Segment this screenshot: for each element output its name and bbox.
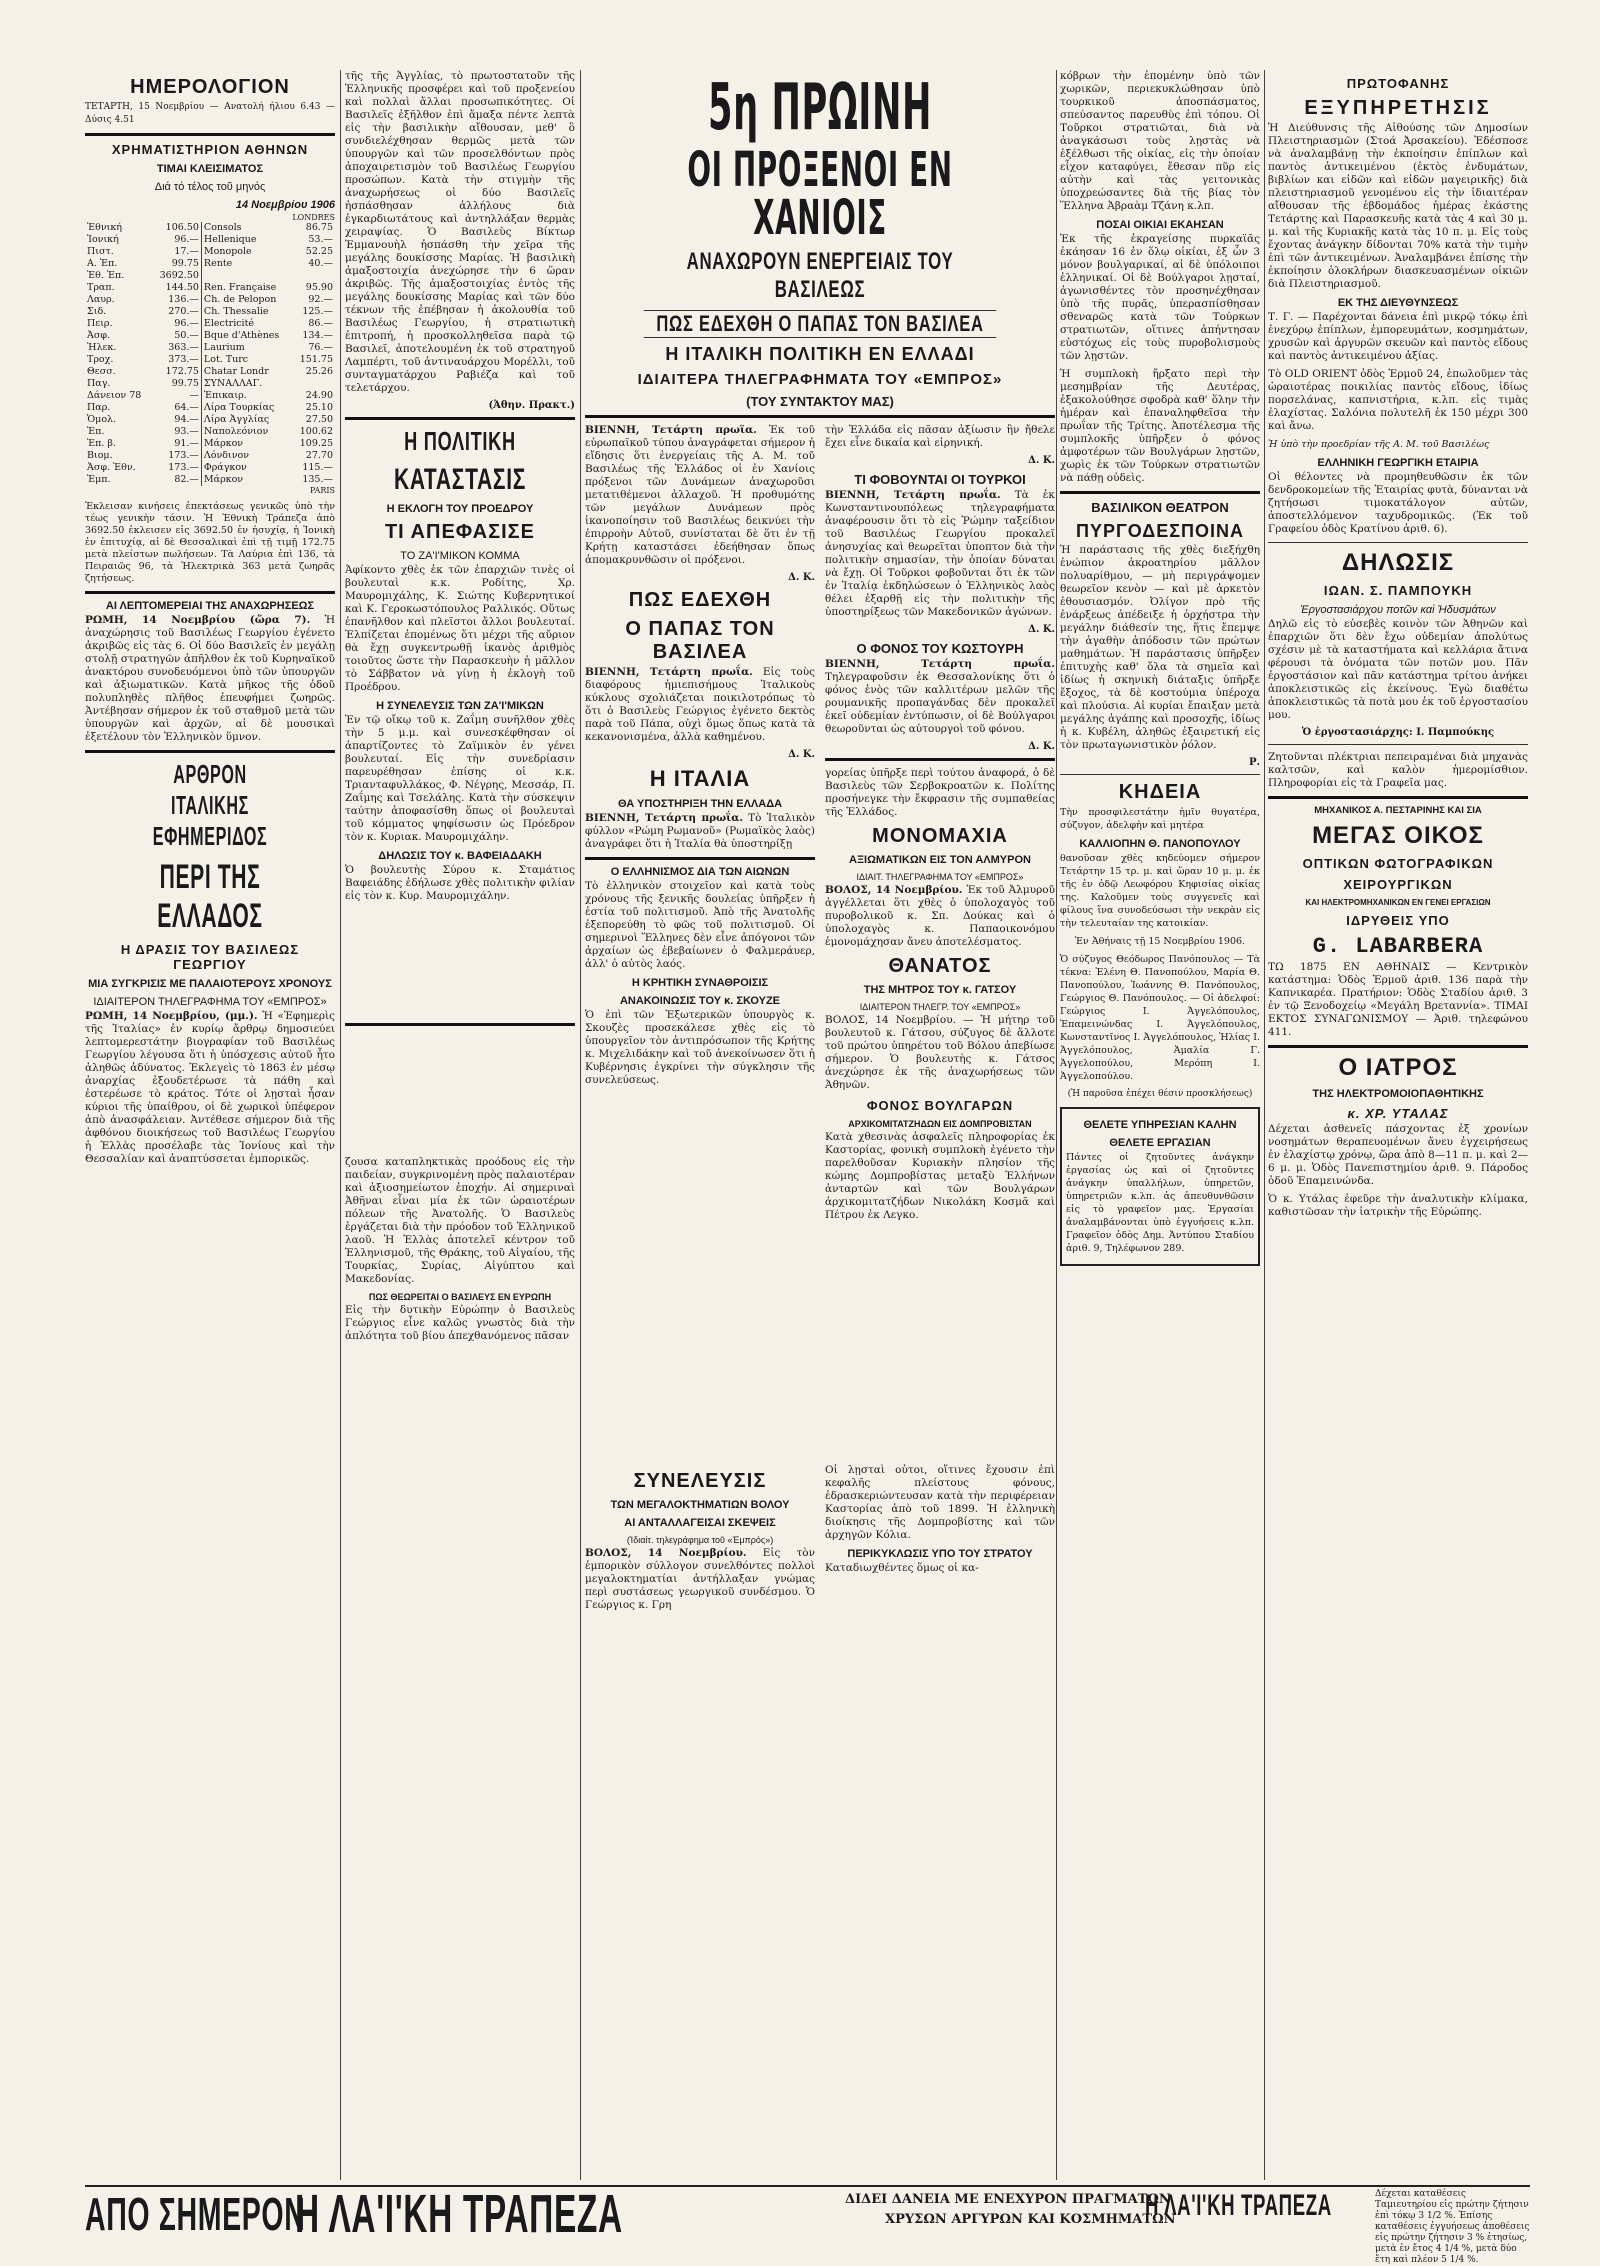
subcolumns-top <box>585 424 1055 1464</box>
table-cell: Παγ. <box>87 378 111 389</box>
dateline: ΒΟΛΟΣ, 14 Νοεμβρίου. <box>585 1547 747 1559</box>
table-cell: Ἀσφ. <box>87 330 111 341</box>
ad3-note: Ἡ ὑπὸ τὴν προεδρίαν τῆς Α. Μ. τοῦ Βασιλέως <box>1268 439 1490 450</box>
assembly-sub: ΤΩΝ ΜΕΓΑΛΟΚΤΗΜΑΤΙΩΝ ΒΟΛΟΥ <box>610 1499 790 1511</box>
funeral-place: Ἐν Ἀθήναις τῇ 15 Νοεμβρίου 1906. <box>1074 936 1246 947</box>
ad7-name: G. LABARBERA <box>1312 934 1484 959</box>
meeting-title: Η ΣΥΝΕΛΕΥΣΙΣ ΤΩΝ ΖΑ'Ι'ΜΙΚΩΝ <box>376 700 544 712</box>
meeting-text: Ἐν τῷ οἴκῳ τοῦ κ. Ζαΐμη συνῆλθον χθὲς τὴν 5 μ.μ. καὶ συνεσκέφθησαν οἱ ἀπαρτίζοντες τὸ Ζαϊμικὸν ἐν γένει βουλευταί. Εἰς τὴν συνεδρίασιν παρευρέθησαν ἐπίσης οἱ κ.κ. Τριανταφυλλάκος, Φ. Νέγρης, Μεσσάρ, Π. Ζαΐμης καὶ Τσελάλης. Κατὰ τὴν σύσκεψιν ταύτην ἀποφασίσθη ὅπως οἱ βουλευταὶ τοῦ κόμματος ψηφίσωσιν ὡς Πρόεδρον τὸν κ. Κυριακ. Μαυρομιχάλην. <box>345 714 575 843</box>
table-row <box>85 426 335 438</box>
declaration-text: Ὁ βουλευτὴς Σύρου κ. Σταμάτιος Βαφειάδης ἐδήλωσε χθὲς πολιτικὴν φιλίαν εἰς τὸν κ. Κυρ. Μαυρομιχάλην. <box>345 864 575 902</box>
edition-banner: 5η ΠΡΩΙΝΗ <box>708 71 932 145</box>
table-cell: 91.— <box>174 438 199 449</box>
article-text: Τὸ Ἰταλικὸν φύλλον «Ρώμη Ρωμανοῦ» (Ρωμαϊκὸς λαὸς) ἀναγράφει ὅτι ἡ Ἰταλία θὰ ὑποστηρίξῃ <box>585 812 815 850</box>
column-rule <box>1056 70 1057 2180</box>
table-cell: 64.— <box>174 402 199 413</box>
table-row <box>85 402 335 414</box>
table-cell: Monopole <box>201 246 292 258</box>
article-text: Ἐκ τοῦ Ἀλμυροῦ ἀγγέλλεται ὅτι χθὲς ὁ ὑπολοχαγὸς τοῦ πυροβολικοῦ κ. Σπ. Δούκας καὶ ὁ ὑπολοχαγὸς κ. Παπαοικονόμου ἐμονομάχησαν ἄνευ ἀποτελέσματος. <box>825 884 1055 948</box>
ad8-text-2: Ὁ κ. Υτάλας ἐφεῦρε τὴν ἀναλυτικὴν κλίμακα, καθιστῶσαν τὴν ἰατρικὴν τῆς Εὐρώπης. <box>1268 1193 1528 1218</box>
ad7-text: ΤΩ 1875 ΕΝ ΑΘΗΝΑΙΣ — Κεντρικὸν κατάστημα: Ὁδὸς Ἑρμοῦ ἀριθ. 136 παρὰ τὴν Καπνικαρέα. Πρατήριον: Ὁδὸς Σταδίου ἀριθ. 3 ἐν τῷ Ξενοδοχείῳ «Μεγάλη Βρεταννία». ΤΙΜΑΙ ΕΚΤΟΣ ΣΥΝΑΓΩΝΙΣΜΟΥ — Ἀριθ. τηλεφώνου 411. <box>1268 961 1528 1038</box>
assembly-sub-2: ΑΙ ΑΝΤΑΛΛΑΓΕΙΣΑΙ ΣΚΕΨΕΙΣ <box>624 1517 776 1529</box>
table-row <box>85 258 335 270</box>
bourse-date: 14 Νοεμβρίου 1906 <box>235 199 335 211</box>
table-cell: Ὁμολ. <box>87 414 117 425</box>
table-cell: Bque d'Athènes <box>201 330 292 342</box>
news-title: ΑΙ ΛΕΠΤΟΜΕΡΕΙΑΙ ΤΗΣ ΑΝΑΧΩΡΗΣΕΩΣ <box>105 600 315 612</box>
table-cell: 99.75 <box>171 378 199 389</box>
divider <box>1268 542 1528 543</box>
table-cell: Φράγκον <box>201 462 292 474</box>
theatre-title: ΒΑΣΙΛΙΚΟΝ ΘΕΑΤΡΟΝ <box>1091 500 1229 515</box>
bottom-ad-line-2: ΧΡΥΣΩΝ ΑΡΓΥΡΩΝ ΚΑΙ ΚΟΣΜΗΜΑΤΩΝ <box>885 2212 1176 2227</box>
table-cell: 50.— <box>174 330 199 341</box>
signature: Δ. Κ. <box>1028 455 1055 466</box>
almanac-title: ΗΜΕΡΟΛΟΓΙΟΝ <box>130 76 290 98</box>
table-cell: Ἐπ. <box>87 426 105 437</box>
table-cell: 25.26 <box>305 366 333 377</box>
article-text: κόβρων τὴν ἐπομένην ὑπὸ τῶν χωρικῶν, περιεκυκλώθησαν ὑπὸ τουρκικοῦ ἀποσπάσματος, σπεύσαντος παρευθὺς ἐπὶ τόπου. Οἱ Τοῦρκοι στρατιῶται, διὰ νὰ ἀναγκάσωσι τοὺς λῃστὰς νὰ ἐξέλθωσι τῆς οἰκίας, εἰς τὴν ὁποίαν εἶχον καταφύγει, ἔθεσαν πῦρ εἰς αὐτὴν καὶ τὰς γειτονικὰς ὑποχρεώσαντες διὰ τῆς βίας τὸν Ἕλληνα Ἀβραὰμ Τζάνη κ.λπ. <box>1060 70 1260 212</box>
table-cell: 136.— <box>168 294 199 305</box>
table-row <box>85 294 335 306</box>
market-table <box>85 222 335 486</box>
table-cell: 94.— <box>174 414 199 425</box>
bottom-ad-bank-name-2: Η ΛΑ'Ι'ΚΗ ΤΡΑΠΕΖΑ <box>1145 2189 1332 2222</box>
table-row <box>85 450 335 462</box>
table-cell: Λόνδινον <box>201 450 292 462</box>
army-text: Καταδιωχθέντες ὅμως οἱ κα- <box>825 1562 979 1574</box>
table-cell: Δάνειον 78 <box>87 390 142 401</box>
crete-text: Ὁ ἐπὶ τῶν Ἐξωτερικῶν ὑπουργὸς κ. Σκουζὲς προσεκάλεσε χθὲς εἰς τὸ ὑπουργεῖον τὸν ἀντιπρόσωπον τῆς Κρήτης κ. Μιχελιδάκην καὶ τοῦ ἀνεκοίνωσεν ὅτι ἡ Κυβέρνησις ἐγκρίνει τὴν σύγκλησιν τῆς συνελεύσεως. <box>585 1009 815 1086</box>
ad8-sub: ΤΗΣ ΗΛΕΚΤΡΟΜΟΙΟΠΑΘΗΤΙΚΗΣ <box>1312 1088 1484 1100</box>
table-cell: Θεσσ. <box>87 366 116 377</box>
europe-title: ΠΩΣ ΘΕΩΡΕΙΤΑΙ Ο ΒΑΣΙΛΕΥΣ ΕΝ ΕΥΡΩΠΗ <box>368 1292 552 1302</box>
dateline: ΒΟΛΟΣ, 14 Νοεμβρίου. <box>825 884 963 896</box>
signature: Δ. Κ. <box>788 572 815 583</box>
divider <box>1268 744 1528 745</box>
bourse-title: ΧΡΗΜΑΤΙΣΤΗΡΙΟΝ ΑΘΗΝΩΝ <box>111 142 309 157</box>
article-text: Ἐκ τοῦ εὐρωπαϊκοῦ τύπου ἀναγράφεται σήμερον ἡ εἴδησις ὅτι ἐνεργείαις τῆς Α. Μ. τοῦ Βασιλέως τῆς Ἑλλάδος οἱ ἐν Χανίοις πρόξενοι τῶν Δυνάμεων ἀναχωροῦσι μετατιθέμενοι ἀλλαχοῦ. Ἡ προθυμότης τῶν μεγάλων Δυνάμεων πρὸς ἱκανοποίησιν τοῦ Βασιλέως δεικνύει τὴν ἐπιρροὴν Αὐτοῦ, συνίσταται δὲ ὅτι ἐν τῇ Κρήτῃ καταστάσει ἐδεήθησαν ὅπως ἀπομακρυνθῶσιν οἱ πρόξενοι. <box>585 424 815 566</box>
column-2 <box>345 70 575 2185</box>
murder2-sub: ΑΡΧΙΚΟΜΙΤΑΤΖΗΔΩΝ ΕΙΣ ΔΟΜΠΡΟΒΙΣΤΑΝ <box>848 1119 1032 1129</box>
article-text: τὴν Ἑλλάδα εἰς πᾶσαν ἀξίωσιν ἣν ἤθελε ἔχει εἶνε δικαία καὶ εἰρηνική. <box>825 424 1055 449</box>
table-cell: Σιδ. <box>87 306 107 317</box>
ad3-text: Τὸ OLD ORIENT ὁδὸς Ἑρμοῦ 24, ἐπωλοῦμεν τὰς ὡραιοτέρας ποικιλίας παντὸς εἴδους, ἰδίως πορσελάνας, καπνιστήρια, κ.λπ. εἰς τιμὰς ἐλαχίστας. Σαλόνια πολυτελῆ ἐκ 150 μέχρι 300 καὶ ἄνω. <box>1268 368 1528 432</box>
table-cell: 109.25 <box>299 438 333 449</box>
politics-sub-2: ΤΙ ΑΠΕΦΑΣΙΣΕ <box>384 521 536 543</box>
ad5-title: ΔΗΛΩΣΙΣ <box>1341 549 1455 576</box>
divider <box>85 133 335 136</box>
article-text: τῆς τῆς Ἀγγλίας, τὸ πρωτοστατοῦν τῆς Ἑλληνικῆς προσφέρει καὶ τοῦ προξενείου καὶ πολλαὶ ἄλλαι προσωπικότητες. Οἱ Βασιλεῖς ἐξῆλθον ἐπὶ ἅμαξα πέντε λεπτὰ εἰς τὴν βασιλικὴν αἴθουσαν, μεθ' ὃ συνδιελέχθησαν θερμῶς μετὰ τῶν ὑπουργῶν καὶ τῶν προσελθόντων πρὸς ἀποχαιρετισμὸν τοῦ Βασιλέως Γεωργίου προσώπων. Κατὰ τὴν στιγμὴν τῆς ἀναχωρήσεως οἱ δύο Βασιλεῖς ἠσπάσθησαν ἀλλήλους διὰ ἐγκαρδιωτάτους καὶ ἀντηλλάξαν θερμὰς χειραψίας. Ὁ Βασιλεὺς Βίκτωρ Ἐμμανουὴλ ἠσπάσθη τὴν χεῖρα τῆς μεγάλης δουκίσσης Μαρίας. Ἡ βασιλικὴ ἀμαξοστοιχία ἀνεχώρησε τὴν 6 ὥραν ἀκριβῶς. Τῆς ἀμαξοστοιχίας ἐντὸς τῆς μεγάλης δουκίσσης Μαρίας καὶ τῶν δύο τέκνων τῆς ἐπέβησαν ἡ ἀκολουθία τοῦ Βασιλέως Γεωργίου, ἡ στρατιωτικὴ ἐπιτροπή, ἡ προσκολληθεῖσα παρὰ τῷ Βασιλεῖ, ἀποτελουμένη ἐκ τοῦ στρατηγοῦ Λαμπέρτι, τοῦ ἀντιναυάρχου Μορέλλι, τοῦ συνταγματάρχου Ραβιέζα καὶ τοῦ τελετάρχου. <box>345 70 575 394</box>
italy-title-2: ΘΑ ΥΠΟΣΤΗΡΙΞΗ ΤΗΝ ΕΛΛΑΔΑ <box>617 798 783 810</box>
ad8-text: Δέχεται ἀσθενεῖς πάσχοντας ἐξ χρονίων νοσημάτων θεραπευομένων ἄνευ ἐγχειρήσεως ἐν ἑλαχίστῳ χρόνῳ, ὥρα ἀπὸ 8—11 π. μ. καὶ 2—6 μ. μ. Ὁδὸς Πανεπιστημίου ἀριθ. 9. Πάροδος ὁδοῦ Ἐπαμεινώνδα. <box>1268 1123 1528 1187</box>
death-sub: ΤΗΣ ΜΗΤΡΟΣ ΤΟΥ κ. ΓΑΤΣΟΥ <box>863 984 1017 996</box>
funeral-family: Ὁ σύζυγος Θεόδωρος Πανόπουλος — Τὰ τέκνα: Ἑλένη Θ. Πανοπούλου, Μαρία Θ. Πανοπούλου, Ἰωάννης Θ. Πανόπουλος, Γεώργιος Θ. Πανόπουλος. — Οἱ ἀδελφοί: Γεώργιος Ι. Ἀγγελόπουλος, Ἐπαμεινώνδας Ι. Ἀγγελόπουλος, Κωνσταντῖνος Ι. Ἀγγελόπουλος, Ἠλίας Ι. Ἀγγελόπουλος, Ἀμαλία Γ. Ἀγγελοπούλου, Μερόπη Ι. Ἀγγελοπούλου. <box>1060 954 1260 1082</box>
duel-sub-2: ΙΔΙΑΙΤ. ΤΗΛΕΓΡΑΦΗΜΑ ΤΟΥ «ΕΜΠΡΟΣ» <box>856 872 1024 882</box>
subcolumn-left <box>585 424 815 1464</box>
ad5-signature: Ὁ ἐργοστασιάρχης: Ι. Παμπούκης <box>1301 727 1495 738</box>
turks-title: ΤΙ ΦΟΒΟΥΝΤΑΙ ΟΙ ΤΟΥΡΚΟΙ <box>854 472 1026 487</box>
headline-6: (ΤΟΥ ΣΥΝΤΑΚΤΟΥ ΜΑΣ) <box>746 394 894 409</box>
funeral-note: (Ἡ παροῦσα ἐπέχει θέσιν προσκλήσεως) <box>1067 1089 1253 1099</box>
table-cell: 99.75 <box>171 258 199 269</box>
divider <box>585 857 815 860</box>
table-row <box>85 474 335 486</box>
table-cell: 40.— <box>308 258 333 269</box>
column-rule <box>1264 70 1265 2180</box>
table-cell: 25.10 <box>305 402 333 413</box>
murder-title: Ο ΦΟΝΟΣ ΤΟΥ ΚΩΣΤΟΥΡΗ <box>856 641 1024 656</box>
fire-text-2: Ἡ συμπλοκὴ ἤρξατο περὶ τὴν μεσημβρίαν τῆς Δευτέρας, ἐξακολούθησε σφοδρὰ καθ' ὅλην τὴν ἡμέραν καὶ ἐπαναληφθεῖσα τὴν πρωΐαν τῆς Τρίτης. Ἀποτέλεσμα τῆς συμπλοκῆς ὑπῆρξεν ὁ φόνος ἀμφοτέρων τῶν Βουλγάρων λῃστῶν, χωρὶς ἐκ τῶν Τούρκων στρατιωτῶν νὰ πάθῃ οὐδεὶς. <box>1060 368 1260 484</box>
table-cell: Ἐθνική <box>87 222 122 233</box>
bottom-ad-deposits: Δέχεται καταθέσεις Ταμιευτηρίου εἰς πρώτην ζήτησιν ἐπὶ τόκῳ 3 1/2 %. Ἐπίσης καταθέσεις ἐγγυήσεως ἀποθέσεις εἰς πρώτην ζήτησιν 3 % ἐτησίως, μετὰ ἐν ἔτος 4 1/4 %, μετὰ δύο ἔτη καὶ πλέον 5 1/4 %. <box>1375 2189 1530 2265</box>
funeral-name: ΚΑΛΛΙΟΠΗΝ Θ. ΠΑΝΟΠΟΥΛΟΥ <box>1079 838 1241 850</box>
london-label: LONDRES <box>292 213 335 222</box>
table-cell: Ch. Thessalie <box>201 306 292 318</box>
table-cell: 95.90 <box>305 282 333 293</box>
death-sub-2: ΙΔΙΑΙΤΕΡΟΝ ΤΗΛΕΓΡ. ΤΟΥ «ΕΜΠΡΟΣ» <box>859 1002 1021 1012</box>
divider <box>585 415 1055 418</box>
table-cell: 27.50 <box>305 414 333 425</box>
table-cell: Ἐθ. Ἐπ. <box>87 270 125 281</box>
table-row <box>85 330 335 342</box>
ad7-title: ΜΕΓΑΣ ΟΙΚΟΣ <box>1312 822 1484 849</box>
divider <box>1060 774 1260 775</box>
article-title-2: ΠΕΡΙ ΤΗΣ ΕΛΛΑΔΟΣ <box>157 858 263 935</box>
column-4 <box>1060 70 1260 2185</box>
duel-title: ΜΟΝΟΜΑΧΙΑ <box>872 825 1008 847</box>
theatre-play: ΠΥΡΓΟΔΕΣΠΟΙΝΑ <box>1075 521 1245 541</box>
jobs-text: Πάντες οἱ ζητοῦντες ἀνάγκην ἐργασίας ὡς καὶ οἱ ζητοῦντες ἀνάγκην ὑπαλλήλων, ὑπηρετῶν, ὑπηρετριῶν κ.λπ. ἀς ἀπευθυνθῶσιν εἰς τὸ γραφεῖον μας. Ἐργασίαι ἀναλαμβάνονται ὑπὸ ἐγγυήσεις κ.λπ. Γραφεῖον ὁδὸς Δημ. Ἀντύπου Σταδίου ἀριθ. 9, Τηλέφωνον 289. <box>1066 1152 1254 1254</box>
article-title-5: ΙΔΙΑΙΤΕΡΟΝ ΤΗΛΕΓΡΑΦΗΜΑ ΤΟΥ «ΕΜΠΡΟΣ» <box>93 996 327 1008</box>
table-cell: 151.75 <box>299 354 333 365</box>
article-text: Τηλεγραφοῦσιν ἐκ Θεσσαλονίκης ὅτι ὁ φόνος ἑνὸς τῶν καλλιτέρων μελῶν τῆς ρουμανικῆς προπαγάνδας δὲν προκαλεῖ ἐκεῖ οὐδεμίαν ἐντύπωσιν, οἱ δὲ Βούλγαροι θεωροῦνται ὡς αὐτουργοὶ τοῦ φόνου. <box>825 671 1055 735</box>
bourse-subtitle: ΤΙΜΑΙ ΚΛΕΙΣΙΜΑΤΟΣ <box>156 163 264 175</box>
table-row <box>85 354 335 366</box>
assembly-note: (Ἰδιαίτ. τηλεγράφημα τοῦ «Ἐμπρός») <box>626 1535 774 1545</box>
table-cell: Rente <box>201 258 292 270</box>
table-cell: Μάρκον <box>201 438 292 450</box>
table-cell: Λίρα Ἀγγλίας <box>201 414 292 426</box>
signature: Δ. Κ. <box>1028 741 1055 752</box>
headline-4: Η ΙΤΑΛΙΚΗ ΠΟΛΙΤΙΚΗ ΕΝ ΕΛΛΑΔΙ <box>665 344 975 364</box>
table-cell: 86.75 <box>305 222 333 233</box>
table-cell: Λίρα Τουρκίας <box>201 402 292 414</box>
hellenism-text: Τὸ ἑλληνικὸν στοιχεῖον καὶ κατὰ τοὺς χρόνους τῆς ξενικῆς δουλείας ὑπῆρξεν ἡ ἑστία τοῦ πολιτισμοῦ. Ἀπὸ τῆς Ἀνατολῆς ἐξεπορεύθη τὸ φῶς τοῦ πολιτισμοῦ. Οἱ σημερινοὶ Ἕλληνες δὲν εἶνε ἀπόγονοι τῶν ἀρχαίων ὡς ἐβεβαίωνεν ὁ Φαλμεράυερ, ἀλλ' ὁ αὐτὸς λαός. <box>585 880 815 970</box>
article-title-1: ΑΡΘΡΟΝ ΙΤΑΛΙΚΗΣ ΕΦΗΜΕΡΙΔΟΣ <box>152 759 268 851</box>
murder2-cont: Οἱ λῃσταὶ οὗτοι, οἵτινες ἔχουσιν ἐπὶ κεφαλῆς πλείστους φόνους, ἐδρασκεριώντευσαν κατὰ τὴν περιφέρειαν Καστορίας ἀπὸ τοῦ 1899. Ἡ ἑλληνικὴ διοίκησις τῆς Δομπροβίστης καὶ τῶν ἀρχηγῶν Κόλια. <box>825 1464 1055 1541</box>
murder2-title: ΦΟΝΟΣ ΒΟΥΛΓΑΡΩΝ <box>866 1098 1014 1113</box>
ad6-text: Ζητοῦνται πλέκτριαι πεπειραμέναι διὰ μηχανὰς καλτσῶν, καὶ καλὸν ἡμερομίσθιον. Πληροφορίαι εἰς τὰ Γραφεῖα μας. <box>1268 751 1528 789</box>
article-text: Εἰς τοὺς διαφόρους ἡμιεπισήμους Ἰταλικοὺς κύκλους σχολιάζεται ποικιλοτρόπως τὸ ὅτι ὁ Βασιλεὺς Γεώργιος ἐγένετο δεκτὸς παρὰ τοῦ Πάπα, οὐχὶ ὅμως ὅπως κατὰ τὰ κεκανονισμένα, ἀλλὰ καθημένου. <box>585 666 815 743</box>
table-cell: 270.— <box>168 306 199 317</box>
bottom-ad-from-today: ΑΠΟ ΣΗΜΕΡΟΝ <box>85 2188 306 2240</box>
dateline: ΒΙΕΝΝΗ, Τετάρτη πρωΐα. <box>585 812 743 824</box>
bourse-note: Διά τό τέλος τοῦ μηνός <box>154 181 266 193</box>
table-cell: Ch. de Pelopon <box>201 294 292 306</box>
divider <box>85 591 335 594</box>
subcolumn-right-bottom <box>825 1464 1055 2024</box>
table-cell: 86.— <box>308 318 333 329</box>
table-row <box>85 234 335 246</box>
column-1 <box>85 70 335 2185</box>
death-text: ΒΟΛΟΣ, 14 Νοεμβρίου. — Ἡ μήτηρ τοῦ βουλευτοῦ κ. Γάτσου, σύζυγος δὲ ἄλλοτε τοῦ πρώτου ὑπηρέτου τοῦ Βόλου ἀπεβίωσε σήμερον. Ὁ βουλευτὴς κ. Γάτσος ἀνεχώρησε ἐκ τῆς ἀναχωρήσεως τῶν Ἀθηνῶν. <box>825 1014 1055 1091</box>
divider <box>345 417 575 420</box>
ad7-sub-1: ΟΠΤΙΚΩΝ ΦΩΤΟΓΡΑΦΙΚΩΝ <box>1302 856 1494 871</box>
pope-title-1: ΠΩΣ ΕΔΕΧΘΗ <box>628 589 772 611</box>
ad1-title: ΠΡΩΤΟΦΑΝΗΣ <box>1346 76 1450 91</box>
politics-sub-3: ΤΟ ΖΑ'Ι'ΜΙΚΟΝ ΚΟΜΜΑ <box>400 550 520 562</box>
jobs-ad <box>1060 1107 1260 1266</box>
table-cell: Consols <box>201 222 292 234</box>
table-cell: 96.— <box>174 234 199 245</box>
table-cell: 82.— <box>174 474 199 485</box>
table-cell: 27.70 <box>305 450 333 461</box>
crete-sub: ΑΝΑΚΟΙΝΩΣΙΣ ΤΟΥ κ. ΣΚΟΥΖΕ <box>619 995 781 1007</box>
table-cell <box>293 270 335 282</box>
headline-3: ΠΩΣ ΕΔΕΧΘΗ Ο ΠΑΠΑΣ ΤΟΝ ΒΑΣΙΛΕΑ <box>644 310 997 338</box>
declaration-title: ΔΗΛΩΣΙΣ ΤΟΥ κ. ΒΑΦΕΙΑΔΑΚΗ <box>378 850 542 862</box>
table-cell: Lot. Turc <box>201 354 292 366</box>
fire-text: Ἐκ τῆς ἐκραγείσης πυρκαϊᾶς ἐκάησαν 16 ἐν ὅλῳ οἰκίαι, ἐξ ὧν 3 μόνον βουλγαρικαί, αἱ δὲ ὑπόλοιποι ἑλληνικαί. Οἱ δὲ Βούλγαροι λῃσταί, ἀγωνισθέντες τὸν προσηνέχθησαν ὑπὸ τῆς πυρᾶς, ὑπερασπίσθησαν σθεναρῶς κατὰ τῶν Τούρκων στρατιωτῶν, οἵτινες ἀπήντησαν εὐστόχως εἰς τοὺς πυροβολισμοὺς τῶν λῃστῶν. <box>1060 233 1260 362</box>
funeral-intro: Τὴν προσφιλεστάτην ἡμῖν θυγατέρα, σύζυγον, ἀδελφὴν καὶ μητέρα <box>1060 807 1260 831</box>
table-row <box>85 246 335 258</box>
table-cell: 93.— <box>174 426 199 437</box>
table-cell: Ναπολεόνιον <box>201 426 292 438</box>
article-text: Τὰ ἐκ Κωνσταντινουπόλεως τηλεγραφήματα ἀναφέρουσιν ὅτι τὸ εἰς Ῥώμην ταξείδιον τοῦ Βασιλέως Γεωργίου προκαλεῖ ἀνησυχίας καὶ θεωρεῖται ὑποπτον διὰ τὴν πολιτικὴν σημασίαν, τὴν ὁποίαν δύναται νὰ ἔχῃ. Οἱ Τοῦρκοι φοβοῦνται ὅτι ἐκ τῶν ἐν Ἰταλίᾳ ἐκδηλώσεων ὁ Ἑλληνικὸς λαὸς θέλει ἐξαρθῇ εἰς τὴν πολιτικὴν τῆς ὑποστηρίξεως τῶν Μακεδονικῶν ἀγώνων. <box>825 489 1055 618</box>
signature: (Ἀθην. Πρακτ.) <box>488 400 575 411</box>
subcolumns-bottom <box>585 1464 1055 2024</box>
table-row <box>85 318 335 330</box>
divider <box>1268 796 1528 799</box>
ad2-text: Τ. Γ. — Παρέχονται δάνεια ἐπὶ μικρῷ τόκῳ ἐπὶ ἐνεχύρῳ ἐπίπλων, ἐμπορευμάτων, κοσμημάτων, χρυσῶν καὶ ἀργυρῶν σκευῶν καὶ παντὸς εἴδους καὶ παντὸς ἀντικειμένου ἀξίας. <box>1268 311 1528 362</box>
politics-title-2: ΚΑΤΑΣΤΑΣΙΣ <box>393 463 527 496</box>
table-row <box>85 462 335 474</box>
ad5-text: Δηλῶ εἰς τὸ εὐσεβὲς κοινὸν τῶν Ἀθηνῶν καὶ ἐπαρχιῶν ὅτι δὲν ἔχω οὐδεμίαν ἀπολύτως σχέσιν μὲ τὰ καταστήματα καὶ κελλάρια ἄτινα φέρουσι τὰ ὀνόματα τῶν ποτῶν μου. Πᾶν ἐργοστάσιον καὶ πᾶν κατάστημα τρίτου ἀνήκει ἀποκλειστικῶς εἰς ἐκείνους. Ἐγὼ διαθέτω ἀποκλειστικῶς τὰ ποτὰ μου ἐκ τοῦ ἐργοστασίου μου. <box>1268 618 1528 721</box>
table-cell: Πειρ. <box>87 318 113 329</box>
column-rule <box>340 70 341 2180</box>
article-title-4: ΜΙΑ ΣΥΓΚΡΙΣΙΣ ΜΕ ΠΑΛΑΙΟΤΕΡΟΥΣ ΧΡΟΝΟΥΣ <box>88 978 332 990</box>
table-cell: 53.— <box>308 234 333 245</box>
death-title: ΘΑΝΑΤΟΣ <box>888 955 992 977</box>
table-cell: Παρ. <box>87 402 111 413</box>
ad7-pre: ΜΗΧΑΝΙΚΟΣ Α. ΠΕΣΤΑΡΙΝΗΣ ΚΑΙ ΣΙΑ <box>1314 805 1482 816</box>
table-cell <box>293 378 335 390</box>
table-cell: 134.— <box>302 330 333 341</box>
table-cell: 172.75 <box>165 366 199 377</box>
headline-1: ΟΙ ΠΡΟΞΕΝΟΙ ΕΝ ΧΑΝΙΟΙΣ <box>687 142 953 246</box>
headline-2: ΑΝΑΧΩΡΟΥΝ ΕΝΕΡΓΕΙΑΙΣ ΤΟΥ ΒΑΣΙΛΕΩΣ <box>686 248 954 303</box>
ad7-sub-3: ΚΑΙ ΗΛΕΚΤΡΟΜΗΧΑΝΙΚΩΝ ΕΝ ΓΕΝΕΙ ΕΡΓΑΣΙΩΝ <box>1305 898 1491 907</box>
table-row <box>85 270 335 282</box>
column-rule <box>580 70 581 2180</box>
table-cell: Laurium <box>201 342 292 354</box>
table-cell: Ἐπ. β. <box>87 438 116 449</box>
politics-text: Ἀφίκοντο χθὲς ἐκ τῶν ἐπαρχιῶν τινὲς οἱ βουλευταὶ κ.κ. Ροδίτης, Χρ. Μαυρομιχάλης, Κ. Σιώτης Κυβερνητικοί καὶ Κ. Γεροκωστόπουλος Ραλλικός. Οὕτως ἐπανῆλθον καὶ πλεῖστοι ἄλλοι βουλευταί. Ἐλπίζεται ἐπομένως ὅτι μέχρι τῆς αὔριον θὰ ἔχῃ συγκεντρωθῇ ἱκανὸς ἀριθμὸς τοιοῦτος ὥστε τὴν Παρασκευὴν ἡ μᾶλλον τὸ Σάββατον νὰ γίνῃ ἡ ἐκλογὴ τοῦ Προέδρου. <box>345 564 575 693</box>
table-cell: 144.50 <box>165 282 199 293</box>
table-cell: Πιστ. <box>87 246 114 257</box>
ad7-sub-4: ΙΔΡΥΘΕΙΣ ΥΠΟ <box>1346 913 1450 928</box>
table-row <box>85 306 335 318</box>
divider <box>85 750 335 753</box>
table-cell: Λαυρ. <box>87 294 115 305</box>
ad4-title: ΕΛΛΗΝΙΚΗ ΓΕΩΡΓΙΚΗ ΕΤΑΙΡΙΑ <box>1317 457 1479 469</box>
dateline: ΒΙΕΝΝΗ, Τετάρτη πρωΐα. <box>825 658 1055 670</box>
article-text: Ἡ «Ἐφημερὶς τῆς Ἰταλίας» ἐν κυρίῳ ἄρθρῳ δημοσιεύει λεπτομερεστάτην βιογραφίαν τοῦ Βασιλέως Γεωργίου λέγουσα ὅτι ἡ ὑπόσχεσις αὐτοῦ ἦτο ἀληθῶς ἀδύνατος. Ἐκλεγεὶς τὸ 1863 ἐν μέσῳ ἀναρχίας ἐξουδετέρωσε τὰ πάθη καὶ ἐστερέωσε τὸ κράτος. Τότε οἱ λῃσταὶ ἦσαν κύριοι τῆς ὑπαίθρου, οἱ δὲ χωρικοὶ ὑπέφερον ἀπὸ ἀνασφάλειαν. Ἀντέθεσε σήμερον διὰ τῆς ἀφθόνου διοικήσεως τοῦ Βασιλέως Γεωργίου ἡ Ἑλλὰς προσέλαβε τὰς Ἰονίους καὶ τὴν Θεσσαλίαν καὶ ἀναπτύσσεται ἐμπορικῶς. <box>85 1010 335 1165</box>
table-cell: Ren. Française <box>201 282 292 294</box>
ad5-name: ΙΩΑΝ. Σ. ΠΑΜΠΟΥΚΗ <box>1323 583 1473 598</box>
table-row <box>85 282 335 294</box>
politics-sub-1: Η ΕΚΛΟΓΗ ΤΟΥ ΠΡΟΕΔΡΟΥ <box>386 503 534 515</box>
ad4-text: Οἱ θέλοντες νὰ προμηθευθῶσιν ἐκ τῶν δενδροκομείων τῆς Ἑταιρίας φυτὰ, δύνανται νὰ ζητήσωσι τιμοκατάλογον αὐτῶν, ἀποστελλόμενον ταχυδρομικῶς. (Ἐκ τοῦ Γραφείου ὁδὸς Κρατίνου ἀριθ. 6). <box>1268 471 1528 535</box>
dateline: ΒΙΕΝΝΗ, Τετάρτη πρωΐα. <box>825 489 1001 501</box>
dateline: ΒΙΕΝΝΗ, Τετάρτη πρωΐα. <box>585 424 757 436</box>
table-cell: Electricité <box>201 318 292 330</box>
table-cell <box>201 270 292 282</box>
ad5-sub: Ἐργοστασιάρχου ποτῶν καὶ Ἠδυσμάτων <box>1300 604 1496 616</box>
duel-sub: ΑΞΙΩΜΑΤΙΚΩΝ ΕΙΣ ΤΟΝ ΑΛΜΥΡΟΝ <box>849 854 1031 866</box>
funeral-text: θανοῦσαν χθὲς κηδεύομεν σήμερον Τετάρτην 15 τρ. μ. καὶ ὥραν 10 μ. μ. ἐκ τῆς ἐν ὁδῷ Λεωφόρου Κηφισίας οἰκίας της. Καλοῦμεν τοὺς συγγενεῖς καὶ φίλους ἵνα συνοδεύσωσι τὴν νεκρὰν εἰς τὴν τελευταίαν της κατοικίαν. <box>1060 853 1260 929</box>
table-cell: Hellenique <box>201 234 292 246</box>
table-cell: 135.— <box>302 474 333 485</box>
news-dateline: ΡΩΜΗ, 14 Νοεμβρίου (ὥρα 7). <box>85 614 311 626</box>
europe-text: Εἰς τὴν δυτικὴν Εὐρώπην ὁ Βασιλεὺς Γεώργιος εἶνε καλῶς γνωστὸς διὰ τὴν ἁπλότητα τοῦ βίου ἀπεχθανόμενος πᾶσαν <box>345 1304 575 1342</box>
table-cell: 125.— <box>302 306 333 317</box>
jobs-title-1: ΘΕΛΕΤΕ ΥΠΗΡΕΣΙΑΝ ΚΑΛΗΝ <box>1083 1119 1237 1131</box>
paris-label: PARIS <box>309 486 335 495</box>
table-row <box>85 222 335 234</box>
article-dateline: ΡΩΜΗ, 14 Νοεμβρίου, (μμ.). <box>85 1010 258 1022</box>
table-cell: Βιομ. <box>87 450 113 461</box>
table-row <box>85 342 335 354</box>
theatre-text: Ἡ παράστασις τῆς χθὲς διεξήχθη ἐνώπιον ἀκροατηρίου μᾶλλον πολυαρίθμου, — μὴ περιγράψομεν θεωρεῖον κενὸν — καὶ μὲ ἀρκετὸν ἐθουσιασμόν. Ὀλίγον πρὸ τῆς ἐνάρξεως ἀπέδειξε ἡ ὀρχήστρα τὴν μεγάλην διάθεσίν της, ἥτις ἔπεμψε τὴν ἀγαθὴν ἀπόδοσιν τῶν πρώτων μαθημάτων. Ἡ παράστασις ὑπῆρξεν ἐπιτυχὴς καθ' ὅλα τὰ σημεῖα καὶ ἰδίως ἡ σκηνικὴ διάταξις ὑπῆρξε ἔξοχος, τὰ δὲ κοστούμια ὑπέροχα καὶ πλούσια. Αἱ κυρίαι ἔπαιξαν μετὰ μεγάλης ἀγάπης καὶ προσοχῆς, ἰδίως ἡ κ. Κυβέλη, ἀληθῶς ἐξαιρετική εἰς τὸν πρωταγωνιστικὸν ῥόλον. <box>1060 544 1260 751</box>
table-cell: 115.— <box>302 462 333 473</box>
hellenism-title: Ο ΕΛΛΗΝΙΣΜΟΣ ΔΙΑ ΤΩΝ ΑΙΩΝΩΝ <box>610 866 790 878</box>
table-cell: 100.62 <box>299 426 333 437</box>
assembly-title: ΣΥΝΕΛΕΥΣΙΣ <box>633 1470 767 1492</box>
crete-title: Η ΚΡΗΤΙΚΗ ΣΥΝΑΘΡΟΙΣΙΣ <box>631 977 769 989</box>
bottom-ad-bank-name: Η ΛΑ'Ι'ΚΗ ΤΡΑΠΕΖΑ <box>295 2184 623 2244</box>
headline-5: ΙΔΙΑΙΤΕΡΑ ΤΗΛΕΓΡΑΦΗΜΑΤΑ ΤΟΥ «ΕΜΠΡΟΣ» <box>637 371 1003 388</box>
news-text: Ἡ ἀναχώρησις τοῦ Βασιλέως Γεωργίου ἐγένετο ἀκριβῶς εἰς τὰς 6. Οἱ δύο Βασιλεῖς ἐν μεγάλῃ στολῇ στρατηγῶν ἀπῆλθον ἐκ τοῦ Κυρηναϊκοῦ ἀνακτόρου συνοδευόμενοι ὑπὸ τῶν ὑπουργῶν καὶ ἀξιωματικῶν. Κατὰ μῆκος τῆς ὁδοῦ πολυπληθὲς πλῆθος ἐπευφήμει ζωηρῶς. Ἀντέβησαν σήμερον ἐκ τοῦ σταθμοῦ μετὰ τῶν ὑπουργῶν καὶ ἀρχῶν, αἱ δὲ μουσικαὶ ἐξετέλουν τὸν Ἑλληνικὸν ὕμνον. <box>85 614 335 743</box>
table-cell: 363.— <box>168 342 199 353</box>
table-cell: 92.— <box>308 294 333 305</box>
table-cell: Ἠλεκ. <box>87 342 117 353</box>
ad2-title: ΕΚ ΤΗΣ ΔΙΕΥΘΥΝΣΕΩΣ <box>1337 297 1459 309</box>
table-cell: 52.25 <box>305 246 333 257</box>
signature: Δ. Κ. <box>788 749 815 760</box>
article-text: Εἰς τὸν ἐμπορικὸν σύλλογον συνελθόντες πολλοὶ μεγαλοκτηματίαι ἀντήλλαξαν γνώμας περὶ συστάσεως γεωργικοῦ συνδέσμου. Ὁ Γεώργιος κ. Γρη <box>585 1547 816 1611</box>
bottom-banner-ad <box>85 2184 1530 2265</box>
ad8-title: Ο ΙΑΤΡΟΣ <box>1338 1054 1458 1081</box>
table-cell: 3692.50 <box>159 270 199 281</box>
signature: Ρ. <box>1248 757 1260 768</box>
table-cell: Μάρκον <box>201 474 292 486</box>
table-cell: ΣΥΝΑΛΛΑΓ. <box>201 378 292 390</box>
table-cell: Α. Ἐπ. <box>87 258 118 269</box>
table-row <box>85 414 335 426</box>
almanac-line: ΤΕΤΑΡΤΗ, 15 Νοεμβρίου — Ανατολή ήλιου 6.43 — Δύσις 4.51 <box>85 102 335 125</box>
signature: Δ. Κ. <box>1028 624 1055 635</box>
subcolumn-right <box>825 424 1055 1464</box>
market-notes: Ἐκλεισαν κινήσεις ἐπεκτάσεως γενικῶς ὑπὸ τὴν τέως γενικὴν τάσιν. Ἡ Ἐθνικὴ Τράπεζα ἀπὸ 3692.50 ἐκλεισεν εἰς 3692.50 ἐν ἡσυχίᾳ, ἡ Ἰονικὴ ἐν ἐπιτυχίᾳ, αἱ δὲ Θεσσαλικαὶ ἐπὶ τῇ τιμῇ 172.75 μετὰ πλείστων πωλήσεων. Τὰ Λαύρια ἐπὶ 136, τὰ Πειραιῶς 96, τὰ Ἠλεκτρικὰ 363 μετὰ ζωηρᾶς ζητήσεως. <box>85 501 335 584</box>
table-row <box>85 438 335 450</box>
table-cell: Τροχ. <box>87 354 114 365</box>
column-3 <box>585 70 1055 2185</box>
ad8-name: κ. ΧΡ. ΥΤΑΛΑΣ <box>1347 1106 1449 1121</box>
divider <box>825 758 1055 761</box>
ad1-sub: ΕΞΥΠΗΡΕΤΗΣΙΣ <box>1304 97 1492 119</box>
table-cell: 76.— <box>308 342 333 353</box>
table-cell: 96.— <box>174 318 199 329</box>
column-5 <box>1268 70 1528 2185</box>
article-text: γορείας ὑπῆρξε περὶ τούτου ἀναφορά, ὁ δὲ Βασιλεὺς τῶν Σερβοκροατῶν κ. Πολίτης προσήνεγκε τὴν ἔκφρασιν τῆς συμπαθείας τῆς Ἑλλάδος. <box>825 767 1055 818</box>
ad1-text: Ἡ Διεύθυνσις τῆς Αἰθούσης τῶν Δημοσίων Πλειστηριασμῶν (Στοά Ἀρσακείου). Ἐδέσποσε νὰ ἀναλαμβάνῃ τὴν ἐκποίησιν ἐπίπλων καὶ παντὸς ἀντικειμένου (ἐκτὸς ἐνδυμάτων, βιβλίων και εἰδῶν καὶ εἰδῶν μαγειρικῆς) διὰ πλειστηριασμοῦ γενομένου εἰς τὴν ἰδιαιτέραν αἴθουσαν τῆς ἑβδομάδος ἡμέρας ἑκάστης Τετάρτης καὶ Παρασκευῆς κατὰ τὰς 4 καὶ 30 μ. μ. καὶ τῆς Κυριακῆς κατὰ τὰς 10 π. μ. Εἰς τοὺς ἔχοντας ἀνάγκην δίδονται 70% κατὰ τὴν τιμὴν ἐπὶ τῶν ἀντικειμένων. Ἀναλαμβάνει ἐπίσης τὴν ἐκποίησιν ὁλοκλήρων διασκευασμένων οἰκιῶν διὰ Πλειστηριασμοῦ. <box>1268 122 1528 290</box>
table-cell: 17.— <box>174 246 199 257</box>
table-cell: 173.— <box>168 462 199 473</box>
table-cell: Ἐπικαιρ. <box>201 390 292 402</box>
pope-title-2: Ο ΠΑΠΑΣ ΤΟΝ ΒΑΣΙΛΕΑ <box>625 618 775 663</box>
table-cell: Chatar Londr <box>201 366 292 378</box>
table-row <box>85 366 335 378</box>
bottom-ad-line-1: ΔΙΔΕΙ ΔΑΝΕΙΑ ΜΕ ΕΝΕΧΥΡΟΝ ΠΡΑΓΜΑΤΩΝ <box>845 2192 1171 2207</box>
politics-title-1: Η ΠΟΛΙΤΙΚΗ <box>404 426 516 456</box>
dateline: ΒΙΕΝΝΗ, Τετάρτη πρωΐα. <box>585 666 753 678</box>
subcolumn-left-bottom <box>585 1464 815 2024</box>
italy-title-1: Η ΙΤΑΛΙΑ <box>649 766 751 791</box>
table-cell: — <box>189 390 199 401</box>
ad7-sub-2: ΧΕΙΡΟΥΡΓΙΚΩΝ <box>1343 877 1453 892</box>
table-row <box>85 390 335 402</box>
jobs-title-2: ΘΕΛΕΤΕ ΕΡΓΑΣΙΑΝ <box>1109 1137 1211 1149</box>
murder2-text: Κατὰ χθεσινὰς ἀσφαλεῖς πληροφορίας ἐκ Καστορίας, φονικὴ συμπλοκὴ ἐγένετο τὴν παρελθοῦσαν Κυριακὴν πλησίον τῆς κώμης Δομπροβίστας μεταξὺ Ἑλλήνων ἀνταρτῶν καὶ τῶν Βουλγάρων ἀρχικομιτατζήδων Νικολάκη Κοσμᾶ καὶ Πέτρου ἐκ Λεγκο. <box>825 1131 1055 1221</box>
table-cell: Ἰονική <box>87 234 119 245</box>
table-cell: 106.50 <box>165 222 199 233</box>
article-title-3: Η ΔΡΑΣΙΣ ΤΟΥ ΒΑΣΙΛΕΩΣ ΓΕΩΡΓΙΟΥ <box>120 942 300 972</box>
table-cell: 173.— <box>168 450 199 461</box>
table-cell: 24.90 <box>305 390 333 401</box>
table-row <box>85 378 335 390</box>
article-text: ζουσα καταπληκτικὰς προόδους εἰς τὴν παιδείαν, συγκρινομένη πρὸς παλαιοτέραν καὶ ἀξιοσημείωτον ἐποχήν. Αἱ σημεριναὶ Ἀθῆναι εἶναι μία ἐκ τῶν ὡραιοτέρων πόλεων τῆς Ἀνατολῆς. Ὁ Βασιλεὺς ἐργάζεται διὰ τὴν πρόοδον τοῦ Ἑλληνικοῦ λαοῦ. Ἡ Ἑλλὰς ἀποτελεῖ κέντρον τοῦ Ἑλληνισμοῦ, τῆς Θράκης, τοῦ Αἰγαίου, τῆς Τουρκίας, Συρίας, Αἰγύπτου καὶ Μακεδονίας. <box>345 1156 575 1285</box>
table-cell: Τραπ. <box>87 282 115 293</box>
table-cell: Ἐμπ. <box>87 474 111 485</box>
divider <box>1060 491 1260 494</box>
divider <box>345 1023 575 1026</box>
army-title: ΠΕΡΙΚΥΚΛΩΣΙΣ ΥΠΟ ΤΟΥ ΣΤΡΑΤΟΥ <box>847 1548 1033 1560</box>
divider <box>1268 1045 1528 1048</box>
table-cell: 373.— <box>168 354 199 365</box>
funeral-title: ΚΗΔΕΙΑ <box>1118 781 1202 803</box>
fire-title: ΠΟΣΑΙ ΟΙΚΙΑΙ ΕΚΑΗΣΑΝ <box>1096 219 1224 231</box>
table-cell: Ἀσφ. Ἐθν. <box>87 462 136 473</box>
